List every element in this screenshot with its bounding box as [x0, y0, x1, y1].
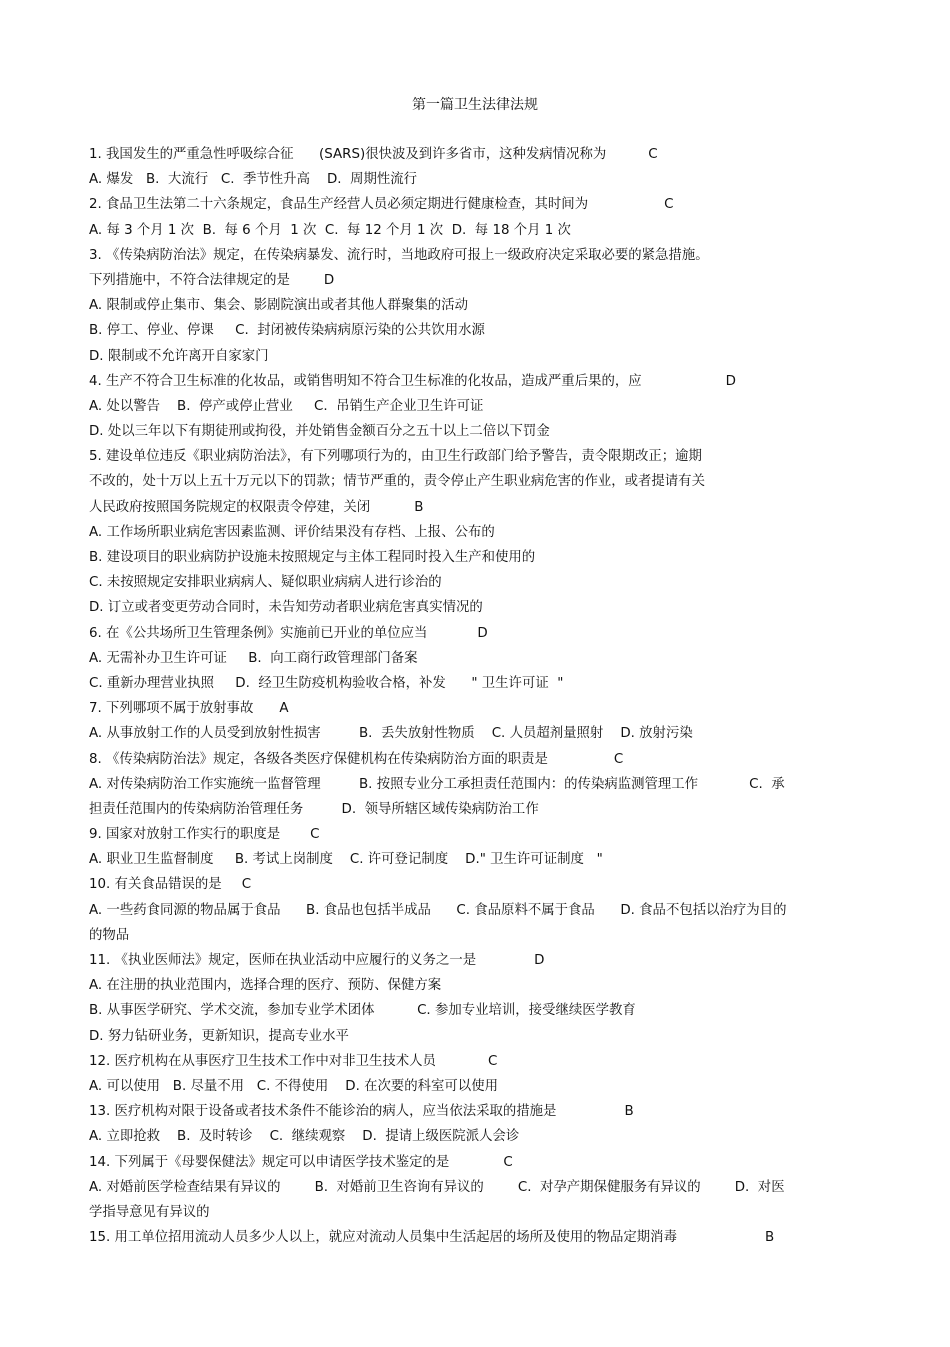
line-text: 的物品 [89, 927, 130, 943]
text-line [89, 1124, 864, 1149]
line-text: 9. 国家对放射工作实行的职度是 [89, 827, 281, 843]
line-text: B. 从事医学研究、学术交流，参加专业学术团体 C. 参加专业培训，接受继续医学教育 [89, 1003, 636, 1019]
text-line [89, 898, 864, 923]
line-text: D. 订立或者变更劳动合同时，未告知劳动者职业病危害真实情况的 [89, 600, 483, 616]
text-line [89, 595, 864, 620]
text-line [89, 293, 864, 318]
line-text: 下列措施中，不符合法律规定的是 [89, 272, 290, 288]
line-text: A. 从事放射工作的人员受到放射性损害 B. 丢失放射性物质 C. 人员超剂量照射 D. 放射污染 [89, 726, 693, 742]
line-text: 13. 医疗机构对限于设备或者技术条件不能诊治的病人，应当依法采取的措施是 [89, 1104, 557, 1120]
line-text: 5. 建设单位违反《职业病防治法》，有下列哪项行为的，由卫生行政部门给予警告，责令限期改正；逾期 [89, 449, 702, 465]
text-line [89, 1200, 864, 1225]
text-line [89, 646, 864, 671]
line-text: A. 每 3 个月 1 次 B. 每 6 个月 1 次 C. 每 12 个月 1 次 D. 每 18 个月 1 次 [89, 222, 571, 238]
line-text: A. 爆发 B. 大流行 C. 季节性升高 D. 周期性流行 [89, 172, 418, 188]
answer-key: B [414, 499, 424, 515]
answer-key: D [725, 373, 736, 389]
line-text: C. 重新办理营业执照 D. 经卫生防疫机构验收合格，补发 " 卫生许可证 " [89, 675, 564, 691]
text-line [89, 318, 864, 343]
answer-key: C [648, 147, 658, 162]
text-line [89, 495, 864, 520]
text-line [89, 721, 864, 746]
line-text: 8. 《传染病防治法》规定，各级各类医疗保健机构在传染病防治方面的职责是 [89, 751, 548, 767]
answer-key: C [487, 1053, 498, 1069]
line-text: 不改的，处十万以上五十万元以下的罚款；情节严重的，责令停止产生职业病危害的作业，或者提请有关 [89, 474, 705, 490]
line-text: A. 处以警告 B. 停产或停止营业 C. 吊销生产企业卫生许可证 [89, 398, 484, 414]
text-line [89, 394, 864, 419]
line-text: A. 立即抢救 B. 及时转诊 C. 继续观察 D. 提请上级医院派人会诊 [89, 1129, 520, 1145]
line-text: 3. 《传染病防治法》规定，在传染病暴发、流行时，当地政府可报上一级政府决定采取必要的紧急措施。 [89, 247, 709, 263]
text-line [89, 747, 864, 772]
text-line [89, 621, 864, 646]
answer-key: C [613, 751, 624, 767]
text-line [89, 1175, 864, 1200]
text-line [89, 696, 864, 721]
text-line [89, 671, 864, 696]
line-text: 11. 《执业医师法》规定，医师在执业活动中应履行的义务之一是 [89, 953, 477, 968]
text-line [89, 444, 864, 469]
line-text: 14. 下列属于《母婴保健法》规定可以申请医学技术鉴定的是 [89, 1154, 450, 1170]
line-text: D. 处以三年以下有期徒刑或拘役，并处销售金额百分之五十以上二倍以下罚金 [89, 424, 550, 440]
line-text: A. 一些药食同源的物品属于食品 B. 食品也包括半成品 C. 食品原料不属于食品 D. 食品不包括以治疗为目的 [89, 902, 787, 918]
line-text: 6. 在《公共场所卫生管理条例》实施前已开业的单位应当 [89, 625, 428, 641]
text-line [89, 948, 864, 973]
text-line [89, 1225, 864, 1250]
text-line [89, 1049, 864, 1074]
line-text: C. 未按照规定安排职业病病人、疑似职业病病人进行诊治的 [89, 575, 442, 591]
text-line [89, 570, 864, 595]
text-line [89, 142, 864, 167]
text-line [89, 520, 864, 545]
answer-key: D [477, 625, 488, 641]
answer-key: D [323, 272, 335, 288]
text-line [89, 344, 864, 369]
answer-key: C [503, 1154, 513, 1170]
answer-key: B [624, 1104, 634, 1120]
line-text: A. 在注册的执业范围内，选择合理的医疗、预防、保健方案 [89, 978, 442, 994]
line-text: D. 努力钻研业务，更新知识，提高专业水平 [89, 1028, 349, 1044]
text-line [89, 998, 864, 1023]
text-line [89, 268, 864, 293]
text-line [89, 192, 864, 217]
text-line [89, 1024, 864, 1049]
line-text: 1. 我国发生的严重急性呼吸综合征 (SARS)很快波及到许多省市，这种发病情况称为 [89, 147, 607, 162]
text-line [89, 369, 864, 394]
line-text: 学指导意见有异议的 [89, 1204, 210, 1220]
answer-key: C [241, 877, 252, 893]
text-line [89, 243, 864, 268]
line-text: B. 停工、停业、停课 C. 封闭被传染病病原污染的公共饮用水源 [89, 323, 485, 339]
answer-key: A [279, 701, 289, 717]
line-text: 4. 生产不符合卫生标准的化妆品，或销售明知不符合卫生标准的化妆品，造成严重后果的，应 [89, 373, 642, 389]
text-line [89, 218, 864, 243]
answer-key: C [310, 827, 320, 843]
text-line [89, 545, 864, 570]
line-text: A. 工作场所职业病危害因素监测、评价结果没有存档、上报、公布的 [89, 524, 495, 540]
line-text: A. 限制或停止集市、集会、影剧院演出或者其他人群聚集的活动 [89, 298, 468, 314]
answer-key: D [534, 953, 545, 968]
text-line [89, 1074, 864, 1099]
line-text: A. 对婚前医学检查结果有异议的 B. 对婚前卫生咨询有异议的 C. 对孕产期保健服务有异议的 D. 对医 [89, 1179, 785, 1195]
answer-key: B [764, 1230, 775, 1246]
text-line [89, 167, 864, 192]
document-title: 第一篇卫生法律法规 [412, 97, 538, 113]
line-text: A. 职业卫生监督制度 B. 考试上岗制度 C. 许可登记制度 D." 卫生许可证制度 " [89, 852, 603, 868]
line-text: A. 可以使用 B. 尽量不用 C. 不得使用 D. 在次要的科室可以使用 [89, 1078, 498, 1094]
text-line [89, 419, 864, 444]
line-text: 担责任范围内的传染病防治管理任务 D. 领导所辖区域传染病防治工作 [89, 801, 539, 817]
line-text: 人民政府按照国务院规定的权限责令停建，关闭 [89, 499, 371, 515]
line-text: 10. 有关食品错误的是 [89, 877, 222, 893]
line-text: 7. 下列哪项不属于放射事故 [89, 701, 254, 717]
question-list [89, 142, 864, 1250]
text-line [89, 797, 864, 822]
line-text: D. 限制或不允许离开自家家门 [89, 348, 269, 364]
line-text: A. 无需补办卫生许可证 B. 向工商行政管理部门备案 [89, 650, 418, 666]
line-text: B. 建设项目的职业病防护设施未按照规定与主体工程同时投入生产和使用的 [89, 550, 536, 565]
line-text: A. 对传染病防治工作实施统一监督管理 B. 按照专业分工承担责任范围内：的传染病监测管理工作 C. 承 [89, 776, 785, 792]
text-line [89, 1150, 864, 1175]
text-line [89, 772, 864, 797]
text-line [89, 822, 864, 847]
line-text: 15. 用工单位招用流动人员多少人以上，就应对流动人员集中生活起居的场所及使用的物品定期消毒 [89, 1230, 677, 1246]
text-line [89, 469, 864, 494]
text-line [89, 872, 864, 897]
text-line [89, 1099, 864, 1124]
text-line [89, 973, 864, 998]
answer-key: C [664, 197, 674, 213]
text-line [89, 847, 864, 872]
line-text: 2. 食品卫生法第二十六条规定，食品生产经营人员必须定期进行健康检查，其时间为 [89, 197, 589, 213]
text-line [89, 923, 864, 948]
line-text: 12. 医疗机构在从事医疗卫生技术工作中对非卫生技术人员 [89, 1053, 436, 1069]
